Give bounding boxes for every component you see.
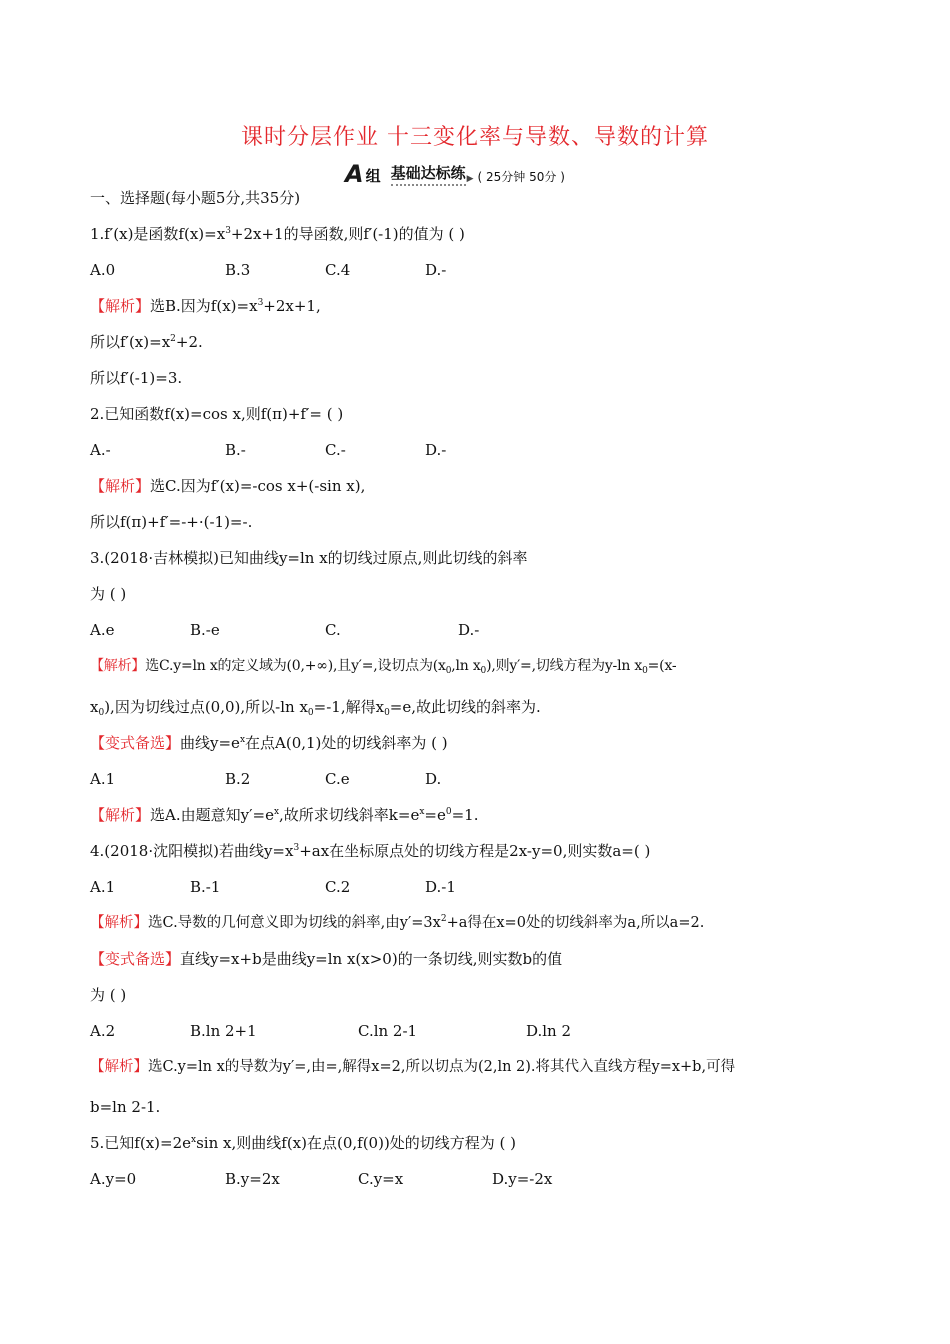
- group-header: [345, 160, 565, 186]
- v1-analysis: 【解析】选A.由题意知$y'=e^x$,故所求切线斜率$k=e^x=e^0=1$.: [90, 806, 479, 824]
- v2-option-a: A.2: [90, 1022, 116, 1040]
- q1-option-b: B.3: [225, 261, 251, 279]
- q2-option-b: B.-: [225, 441, 246, 459]
- v2-option-c: C.ln 2-1: [358, 1022, 418, 1040]
- q5-option-d: D.y=-2x: [492, 1170, 553, 1188]
- question-3-stem-line-2: 为 ( ): [90, 585, 127, 603]
- arrow-icon: ▶: [466, 174, 474, 184]
- group-letter: A: [345, 160, 364, 188]
- q2-analysis-line-2: 所以f(π)+f′=-+·(-1)=-.: [90, 513, 253, 531]
- q1-option-a: A.0: [90, 261, 116, 279]
- v2-analysis-line-1: 【解析】选C.y=ln x的导数为y′=,由=,解得x=2,所以切点为(2,ln 2).将其代入直线方程y=x+b,可得: [90, 1059, 736, 1075]
- q3-analysis-line-2: $x_0$),因为切线过点(0,0),所以-ln $x_0=-1$,解得$x_0=e$,故此切线的斜率为.: [90, 698, 541, 718]
- v2-option-d: D.ln 2: [526, 1022, 572, 1040]
- q3-option-a: A.e: [90, 621, 115, 639]
- q4-option-b: B.-1: [190, 878, 221, 896]
- variant-2-stem-line-2: 为 ( ): [90, 986, 127, 1004]
- q1-option-d: D.-: [425, 261, 447, 279]
- q3-option-b: B.-e: [190, 621, 220, 639]
- q2-option-a: A.-: [90, 441, 111, 459]
- v2-analysis-line-2: b=ln 2-1.: [90, 1098, 161, 1116]
- group-time: ( 25分钟 50分 ): [477, 170, 565, 184]
- section-heading: 一、选择题(每小题5分,共35分): [90, 189, 301, 207]
- q5-option-c: C.y=x: [358, 1170, 404, 1188]
- question-4-stem: 4.(2018·沈阳模拟)若曲线$y=x^3+ax$在坐标原点处的切线方程是2x-y=0,则实数a=( ): [90, 842, 651, 860]
- v1-option-c: C.e: [325, 770, 350, 788]
- variant-2-stem-line-1: 【变式备选】直线y=x+b是曲线y=ln x(x>0)的一条切线,则实数b的值: [90, 950, 563, 968]
- q4-option-c: C.2: [325, 878, 351, 896]
- q1-analysis-line-2: 所以$f'(x)=x^2+2$.: [90, 333, 203, 351]
- variant-1-stem: 【变式备选】曲线$y=e^x$在点A(0,1)处的切线斜率为 ( ): [90, 734, 448, 752]
- q4-option-d: D.-1: [425, 878, 456, 896]
- q4-analysis: 【解析】选C.导数的几何意义即为切线的斜率,由$y'=3x^2+a$得在x=0处的切线斜率为a,所以a=2.: [90, 914, 705, 931]
- group-name: 组: [365, 167, 381, 185]
- q1-option-c: C.4: [325, 261, 351, 279]
- q5-option-a: A.y=0: [90, 1170, 137, 1188]
- v2-option-b: B.ln 2+1: [190, 1022, 257, 1040]
- question-1-stem: 1.f′(x)是函数$f(x)=x^3+2x+1$的导函数,则f′(-1)的值为 ( ): [90, 225, 465, 243]
- q3-option-c: C.: [325, 621, 341, 639]
- q5-option-b: B.y=2x: [225, 1170, 280, 1188]
- q2-option-d: D.-: [425, 441, 447, 459]
- page-title: 课时分层作业 十三变化率与导数、导数的计算: [241, 125, 709, 150]
- question-5-stem: 5.已知$f(x)=2e^x\sin$ x,则曲线f(x)在点(0,f(0))处的切线方程为 ( ): [90, 1134, 517, 1152]
- question-3-stem-line-1: 3.(2018·吉林模拟)已知曲线y=ln x的切线过原点,则此切线的斜率: [90, 549, 528, 567]
- q2-analysis-line-1: 【解析】选C.因为f′(x)=-cos x+(-sin x),: [90, 477, 366, 495]
- v1-option-b: B.2: [225, 770, 251, 788]
- q2-option-c: C.-: [325, 441, 346, 459]
- q4-option-a: A.1: [90, 878, 116, 896]
- q1-analysis-line-3: 所以f′(-1)=3.: [90, 369, 183, 387]
- question-2-stem: 2.已知函数f(x)=cos x,则f(π)+f′= ( ): [90, 405, 344, 423]
- v1-option-a: A.1: [90, 770, 116, 788]
- q3-option-d: D.-: [458, 621, 480, 639]
- group-label: 基础达标练: [391, 163, 466, 186]
- q1-analysis-line-1: 【解析】选B.因为$f(x)=x^3+2x+1$,: [90, 297, 321, 315]
- v1-option-d: D.: [425, 770, 442, 788]
- q3-analysis-line-1: 【解析】选C.y=ln x的定义域为(0,+∞),且y′=,设切点为($x_0,\ln$ $x_0$),则y′=,切线方程为y-ln $x_0=(x-$: [90, 658, 677, 676]
